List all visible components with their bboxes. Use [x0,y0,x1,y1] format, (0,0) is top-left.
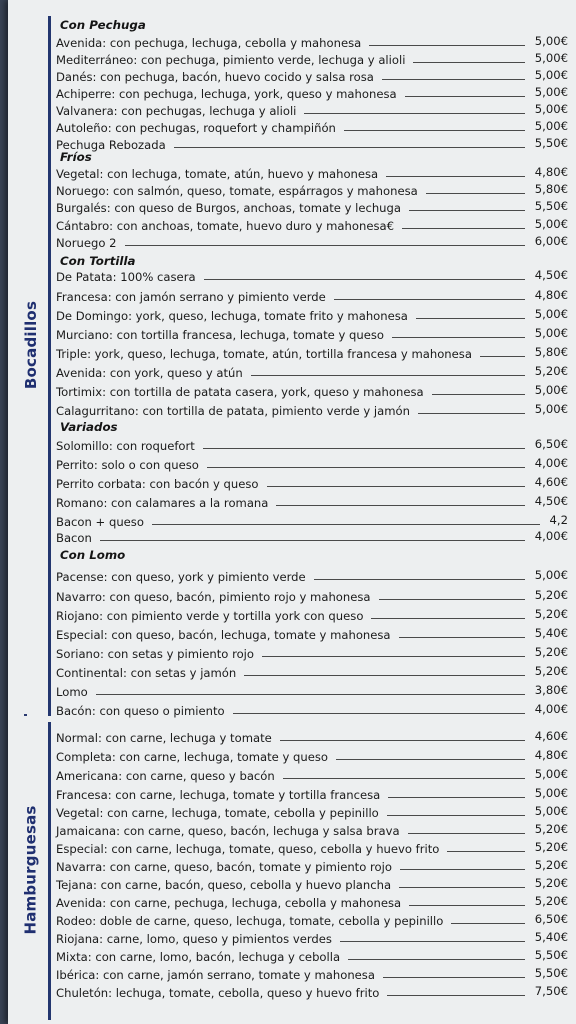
leader-line [418,413,525,414]
leader-line [96,694,525,695]
menu-item-price: 4,00€ [534,456,568,470]
menu-item [56,626,568,644]
menu-item-name: De Domingo: york, queso, lechuga, tomate frito y mahonesa [56,309,408,323]
menu-item-name: Normal: con carne, lechuga y tomate [56,731,272,745]
leader-line [413,62,525,63]
menu-item-price: 5,00€ [534,51,568,65]
leader-line [267,486,525,487]
menu-item [56,383,568,401]
menu-item [56,645,568,663]
leader-line [416,318,525,319]
menu-item [56,475,568,493]
menu-item [56,930,568,948]
menu-item [56,702,568,720]
menu-item-name: Tortimix: con tortilla de patata casera, york, queso y mahonesa [56,385,424,399]
leader-line [387,995,525,996]
menu-item-price: 5,00€ [534,307,568,321]
menu-item-name: Riojano: con pimiento verde y tortilla york con queso [56,609,364,623]
leader-line [336,759,525,760]
menu-item-name: Soriano: con setas y pimiento rojo [56,647,254,661]
menu-item-name: Pechuga Rebozada [56,138,166,152]
menu-item [56,984,568,1002]
menu-item-price: 6,50€ [534,912,568,926]
menu-item-price: 5,20€ [534,664,568,678]
leader-line [276,505,525,506]
menu-item-price: 5,00€ [534,402,568,416]
menu-item-price: 5,00€ [534,786,568,800]
leader-line [451,923,525,924]
menu-item-name: Navarra: con carne, queso, bacón, tomate y pimiento rojo [56,860,392,874]
menu-item-name: Rodeo: doble de carne, queso, lechuga, tomate, cebolla y pepinillo [56,914,444,928]
menu-item-price: 5,20€ [534,364,568,378]
group-title: Con Lomo [60,548,126,562]
group-title: Variados [60,420,118,434]
group-title: Fríos [60,150,92,164]
leader-line [340,941,525,942]
menu-item-price: 5,00€ [534,568,568,582]
menu-item-name: Danés: con pechuga, bacón, huevo cocido y salsa rosa [56,70,374,84]
menu-item-name: Francesa: con jamón serrano y pimiento verde [56,290,326,304]
menu-item-price: 5,50€ [534,199,568,213]
menu-item [56,858,568,876]
menu-item-price: 3,80€ [534,683,568,697]
leader-line [400,869,525,870]
menu-item-name: Vegetal: con lechuga, tomate, atún, huevo y mahonesa [56,167,379,181]
leader-line [408,833,525,834]
leader-line [262,656,525,657]
menu-item-name: Chuletón: lechuga, tomate, cebolla, queso y huevo frito [56,986,380,1000]
menu-item [56,456,568,474]
menu-item-name: Romano: con calamares a la romana [56,496,269,510]
menu-item-name: Valvanera: con pechugas, lechuga y alioli [56,104,297,118]
hamburguesas-rule [48,722,51,1020]
menu-item [56,840,568,858]
menu-item [56,804,568,822]
print-mark [24,714,27,716]
menu-item-price: 5,20€ [534,645,568,659]
menu-item-price: 5,00€ [534,68,568,82]
menu-item-name: Achiperre: con pechuga, lechuga, york, queso y mahonesa [56,87,397,101]
menu-sheet [8,0,576,1024]
menu-item-price: 4,2 [549,513,568,527]
menu-item-name: Completa: con carne, lechuga, tomate y queso [56,750,329,764]
menu-item-name: Bacon [56,531,92,545]
menu-item-name: Navarro: con queso, bacón, pimiento rojo y mahonesa [56,590,371,604]
menu-item-price: 5,80€ [534,182,568,196]
menu-item-price: 4,80€ [534,288,568,302]
menu-item [56,288,568,306]
menu-item-price: 5,20€ [534,588,568,602]
menu-item-price: 5,50€ [534,966,568,980]
leader-line [379,599,525,600]
menu-item-price: 4,00€ [534,702,568,716]
leader-line [174,147,525,148]
menu-item-name: Bacón: con queso o pimiento [56,704,225,718]
menu-item-price: 5,00€ [534,804,568,818]
menu-item-name: Jamaicana: con carne, queso, bacón, lechuga y salsa brava [56,824,400,838]
leader-line [203,448,525,449]
menu-item-price: 6,50€ [534,437,568,451]
menu-item [56,364,568,382]
leader-line [314,579,525,580]
menu-item [56,948,568,966]
menu-item [56,767,568,785]
leader-line [387,815,525,816]
leader-line [371,618,525,619]
leader-line [280,740,525,741]
menu-item-price: 5,40€ [534,930,568,944]
leader-line [348,959,525,960]
menu-item-price: 5,20€ [534,822,568,836]
leader-line [392,337,525,338]
menu-item [56,748,568,766]
menu-item-price: 5,20€ [534,858,568,872]
menu-item [56,119,568,137]
menu-item-name: Perrito: solo o con queso [56,458,199,472]
menu-item [56,51,568,69]
menu-item [56,234,568,252]
leader-line [233,713,525,714]
menu-item-name: Continental: con setas y jamón [56,666,237,680]
menu-item [56,345,568,363]
group-title: Con Tortilla [60,254,136,268]
menu-item [56,588,568,606]
menu-item [56,729,568,747]
menu-item [56,217,568,235]
menu-item-price: 5,20€ [534,894,568,908]
menu-item [56,136,568,154]
leader-line [244,675,525,676]
leader-line [480,356,525,357]
menu-item [56,568,568,586]
leader-line [207,467,525,468]
leader-line [426,193,525,194]
leader-line [152,524,540,525]
menu-item-price: 5,00€ [534,85,568,99]
section-label-bocadillos: Bocadillos [22,300,40,390]
menu-item-price: 5,00€ [534,119,568,133]
menu-item [56,894,568,912]
menu-item [56,683,568,701]
menu-item [56,326,568,344]
menu-item-name: Ibérica: con carne, jamón serrano, tomate y mahonesa [56,968,375,982]
menu-item-price: 5,00€ [534,102,568,116]
menu-item [56,85,568,103]
menu-item [56,165,568,183]
section-label-hamburguesas: Hamburguesas [22,805,40,935]
menu-item [56,786,568,804]
menu-item-name: De Patata: 100% casera [56,270,196,284]
menu-item [56,876,568,894]
menu-item-price: 5,00€ [534,34,568,48]
menu-item-name: Avenida: con carne, pechuga, lechuga, cebolla y mahonesa [56,896,402,910]
leader-line [334,299,525,300]
menu-item [56,912,568,930]
menu-item-price: 4,60€ [534,475,568,489]
menu-item-price: 5,00€ [534,326,568,340]
menu-item-price: 6,00€ [534,234,568,248]
menu-item-price: 4,50€ [534,494,568,508]
menu-item-name: Calagurritano: con tortilla de patata, pimiento verde y jamón [56,404,410,418]
menu-item-price: 5,00€ [534,217,568,231]
group-title: Con Pechuga [60,18,146,32]
menu-item-price: 4,50€ [534,268,568,282]
menu-item-price: 5,00€ [534,383,568,397]
menu-item-name: Noruego 2 [56,236,117,250]
leader-line [399,887,525,888]
bocadillos-rule [48,16,51,716]
menu-item [56,34,568,52]
menu-item-name: Francesa: con carne, lechuga, tomate y tortilla francesa [56,788,381,802]
menu-item-price: 5,50€ [534,948,568,962]
menu-item-name: Mixta: con carne, lomo, bacón, lechuga y cebolla [56,950,341,964]
leader-line [409,905,525,906]
leader-line [447,851,525,852]
menu-item [56,437,568,455]
menu-item-name: Autoleño: con pechugas, roquefort y champiñón [56,121,336,135]
menu-item [56,966,568,984]
menu-item-name: Avenida: con york, queso y atún [56,366,243,380]
leader-line [382,79,525,80]
menu-item-price: 5,40€ [534,626,568,640]
menu-item-name: Solomillo: con roquefort [56,439,195,453]
menu-item-price: 5,80€ [534,345,568,359]
menu-item-name: Riojana: carne, lomo, queso y pimientos verdes [56,932,332,946]
menu-item-name: Mediterráneo: con pechuga, pimiento verde, lechuga y alioli [56,53,406,67]
menu-item-name: Murciano: con tortilla francesa, lechuga, tomate y queso [56,328,385,342]
leader-line [204,279,525,280]
leader-line [402,228,525,229]
leader-line [125,245,525,246]
menu-item-name: Lomo [56,685,88,699]
menu-item-price: 5,20€ [534,840,568,854]
menu-item [56,102,568,120]
menu-item-name: Perrito corbata: con bacón y queso [56,477,259,491]
menu-item-price: 5,20€ [534,876,568,890]
menu-item-price: 7,50€ [534,984,568,998]
menu-item-price: 4,80€ [534,165,568,179]
menu-item-name: Cántabro: con anchoas, tomate, huevo duro y mahonesa€ [56,219,394,233]
leader-line [432,394,525,395]
menu-item [56,529,568,547]
leader-line [369,45,525,46]
menu-item-name: Noruego: con salmón, queso, tomate, espárragos y mahonesa [56,184,418,198]
menu-item-name: Americana: con carne, queso y bacón [56,769,275,783]
menu-item [56,182,568,200]
menu-item-price: 4,60€ [534,729,568,743]
leader-line [100,540,525,541]
menu-item-name: Burgalés: con queso de Burgos, anchoas, tomate y lechuga [56,201,401,215]
menu-item [56,494,568,512]
menu-item-price: 5,00€ [534,767,568,781]
leader-line [388,797,525,798]
menu-item-name: Vegetal: con carne, lechuga, tomate, cebolla y pepinillo [56,806,379,820]
menu-item [56,199,568,217]
menu-item-name: Triple: york, queso, lechuga, tomate, atún, tortilla francesa y mahonesa [56,347,472,361]
menu-item-name: Pacense: con queso, york y pimiento verde [56,570,306,584]
menu-item-price: 5,20€ [534,607,568,621]
menu-item-name: Especial: con queso, bacón, lechuga, tomate y mahonesa [56,628,391,642]
menu-item [56,664,568,682]
menu-item [56,307,568,325]
leader-line [283,778,525,779]
menu-item-price: 4,80€ [534,748,568,762]
menu-item-price: 5,50€ [534,136,568,150]
leader-line [344,130,525,131]
menu-item-price: 4,00€ [534,529,568,543]
menu-item [56,607,568,625]
leader-line [383,977,525,978]
leader-line [399,637,525,638]
leader-line [251,375,525,376]
menu-item-name: Bacon + queso [56,515,144,529]
leader-line [386,176,525,177]
leader-line [304,113,525,114]
menu-item [56,68,568,86]
leader-line [405,96,525,97]
menu-item [56,268,568,286]
leader-line [409,210,525,211]
menu-item-name: Especial: con carne, lechuga, tomate, queso, cebolla y huevo frito [56,842,440,856]
menu-item [56,822,568,840]
menu-item-name: Avenida: con pechuga, lechuga, cebolla y mahonesa [56,36,362,50]
menu-item [56,402,568,420]
menu-item-name: Tejana: con carne, bacón, queso, cebolla y huevo plancha [56,878,392,892]
